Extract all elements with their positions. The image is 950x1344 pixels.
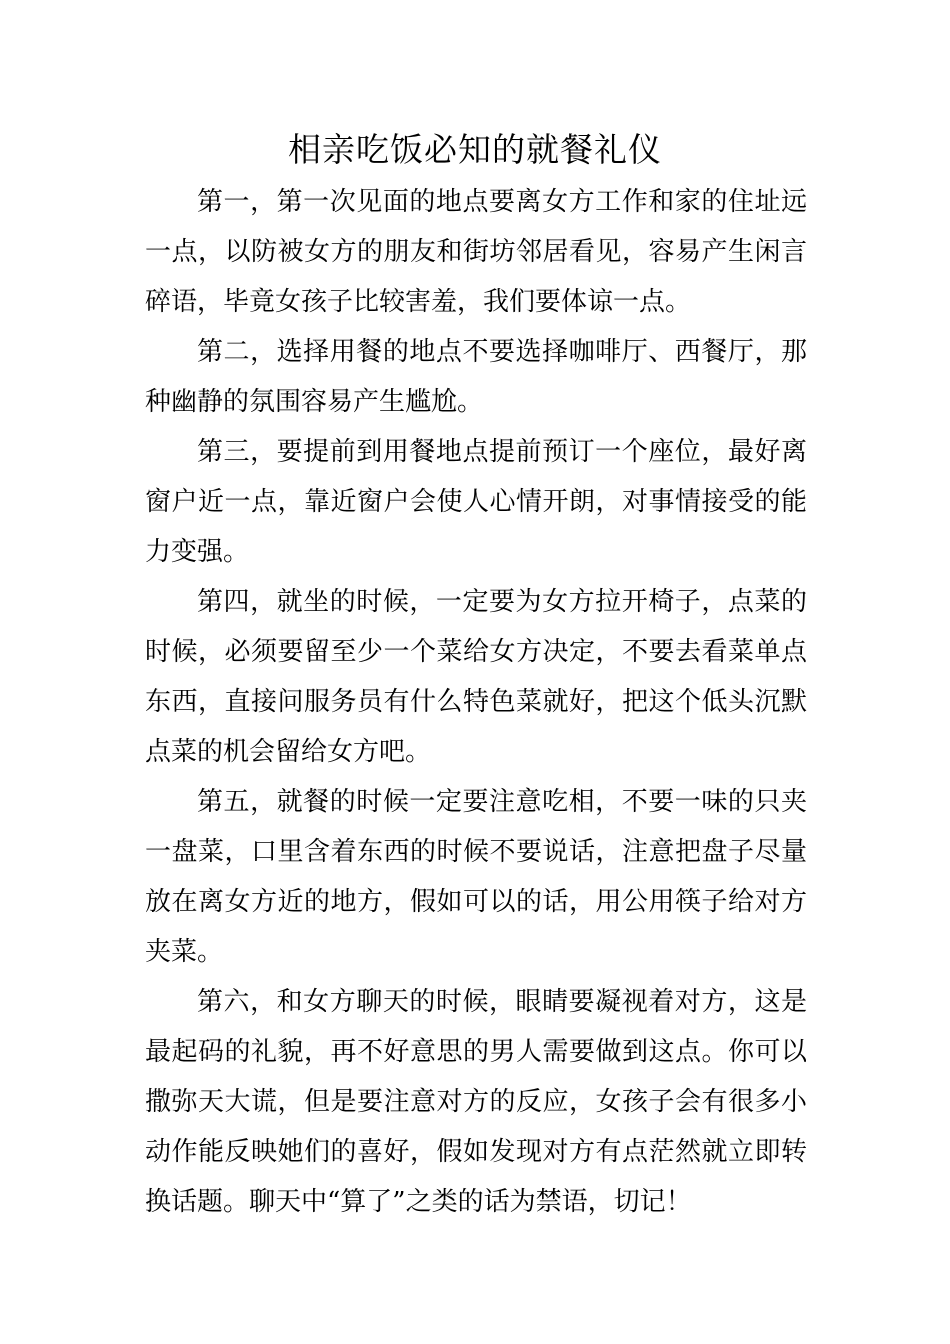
paragraph-3: 第三，要提前到用餐地点提前预订一个座位，最好离窗户近一点，靠近窗户会使人心情开朗，对事情接受的能力变强。 bbox=[145, 437, 807, 567]
paragraph-1: 第一，第一次见面的地点要离女方工作和家的住址远一点，以防被女方的朋友和街坊邻居看见，容易产生闲言碎语，毕竟女孩子比较害羞，我们要体谅一点。 bbox=[145, 187, 807, 317]
document-body bbox=[145, 177, 807, 1227]
paragraph-5: 第五，就餐的时候一定要注意吃相，不要一味的只夹一盘菜，口里含着东西的时候不要说话，注意把盘子尽量放在离女方近的地方，假如可以的话，用公用筷子给对方夹菜。 bbox=[145, 787, 807, 967]
paragraph-6: 第六，和女方聊天的时候，眼睛要凝视着对方，这是最起码的礼貌，再不好意思的男人需要做到这点。你可以撒弥天大谎，但是要注意对方的反应，女孩子会有很多小动作能反映她们的喜好，假如发现对方有点茫然就立即转换话题。聊天中“算了”之类的话为禁语，切记！ bbox=[145, 987, 807, 1217]
document-title: 相亲吃饭必知的就餐礼仪 bbox=[288, 130, 662, 169]
paragraph-2: 第二，选择用餐的地点不要选择咖啡厅、西餐厅，那种幽静的氛围容易产生尴尬。 bbox=[145, 337, 807, 417]
paragraph-4: 第四，就坐的时候，一定要为女方拉开椅子，点菜的时候，必须要留至少一个菜给女方决定，不要去看菜单点东西，直接问服务员有什么特色菜就好，把这个低头沉默点菜的机会留给女方吧。 bbox=[145, 587, 807, 767]
